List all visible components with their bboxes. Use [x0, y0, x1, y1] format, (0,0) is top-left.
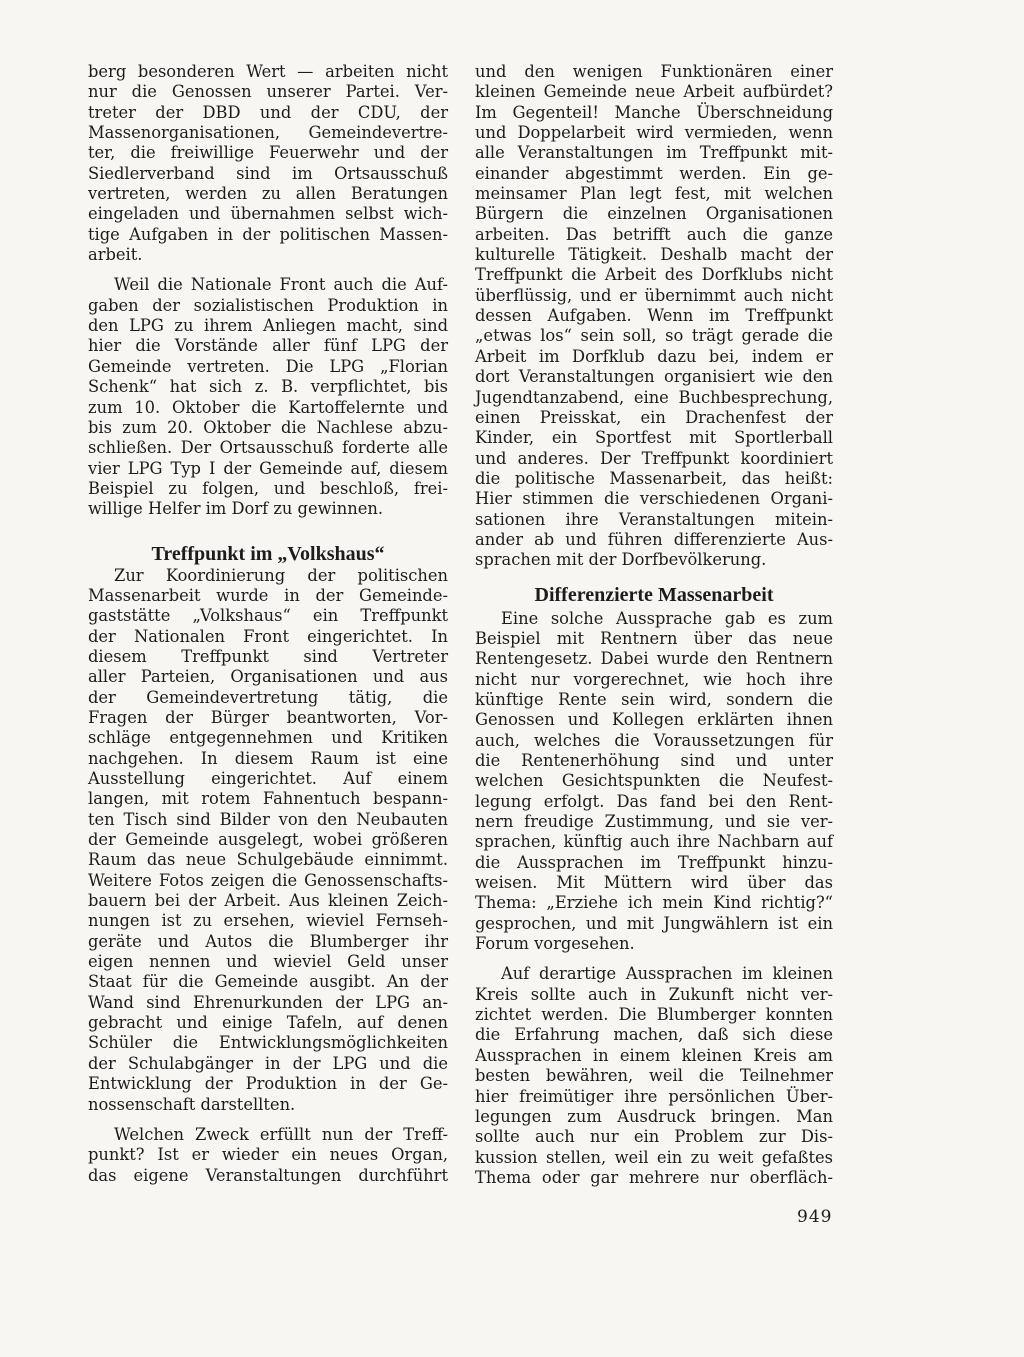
text-line: einander abgestimmt werden. Ein ge-: [475, 163, 833, 183]
text-line: sprachen mit der Dorfbevölkerung.: [475, 550, 767, 570]
text-line: und den wenigen Funktionären einer: [475, 62, 833, 81]
text-line: das eigene Veranstaltungen durchführt: [88, 1165, 448, 1185]
text-line: weisen. Mit Müttern wird über das: [475, 873, 833, 893]
text-line: aller Parteien, Organisationen und aus: [88, 667, 448, 687]
text-line: kussion stellen, weil ein zu weit gefaßtes: [475, 1147, 833, 1167]
text-line: legungen zum Ausdruck bringen. Man: [475, 1106, 833, 1126]
text-line: eigen nennen und wieviel Geld unser: [88, 952, 448, 972]
text-line: Kreis sollte auch in Zukunft nicht ver-: [475, 984, 833, 1004]
text-line: der Gemeindevertretung tätig, die: [88, 687, 448, 707]
text-line: und Doppelarbeit wird vermieden, wenn: [475, 123, 833, 143]
text-line: Weitere Fotos zeigen die Genossenschafts-: [88, 870, 448, 890]
text-line: sollte auch nur ein Problem zur Dis-: [475, 1127, 833, 1147]
text-line: die Rentenerhöhung sind und unter: [475, 751, 833, 770]
section-heading: Treffpunkt im „Volkshaus“: [151, 542, 385, 565]
text-line: Weil die Nationale Front auch die Auf-: [114, 275, 448, 295]
text-line: Raum das neue Schulgebäude einnimmt.: [88, 850, 448, 870]
text-line: Jugendtanzabend, eine Buchbesprechung,: [475, 387, 833, 407]
text-line: arbeiten. Das betrifft auch die ganze: [475, 224, 833, 244]
text-line: Gemeinde vertreten. Die LPG „Florian: [88, 356, 448, 376]
text-line: nur die Genossen unserer Partei. Ver-: [88, 82, 448, 102]
text-line: gebracht und einige Tafeln, auf denen: [88, 1013, 448, 1033]
text-line: dort Veranstaltungen organisiert wie den: [475, 367, 833, 387]
text-line: hier freimütiger ihre persönlichen Über-: [475, 1086, 833, 1106]
text-line: Hier stimmen die verschiedenen Organi-: [475, 489, 833, 509]
text-line: Welchen Zweck erfüllt nun der Treff-: [114, 1124, 448, 1144]
text-line: nungen ist zu ersehen, wieviel Fernseh-: [88, 911, 448, 931]
section-heading: Differenzierte Massenarbeit: [534, 583, 774, 606]
text-line: Eine solche Aussprache gab es zum: [501, 608, 833, 628]
text-line: Arbeit im Dorfklub dazu bei, indem er: [475, 346, 833, 366]
text-line: bauern bei der Arbeit. Aus kleinen Zeich-: [88, 891, 448, 911]
text-line: schließen. Der Ortsausschuß forderte alle: [88, 438, 448, 458]
text-line: ander ab und führen differenzierte Aus-: [475, 529, 833, 549]
text-line: dessen Aufgaben. Wenn im Treffpunkt: [475, 306, 833, 326]
text-line: Schüler die Entwicklungsmöglichkeiten: [88, 1033, 448, 1053]
text-line: zum 10. Oktober die Kartoffelernte und: [88, 397, 448, 417]
text-line: Massenarbeit wurde in der Gemeinde-: [88, 585, 448, 605]
text-line: Forum vorgesehen.: [475, 934, 635, 954]
text-line: nossenschaft darstellten.: [88, 1094, 296, 1114]
text-line: meinsamer Plan legt fest, mit welchen: [475, 184, 833, 204]
text-line: „etwas los“ sein soll, so trägt gerade die: [475, 326, 833, 346]
paragraph: [475, 609, 833, 955]
text-line: die politische Massenarbeit, das heißt:: [475, 468, 833, 488]
text-line: Zur Koordinierung der politischen: [114, 565, 448, 585]
text-line: Rentengesetz. Dabei wurde den Rentnern: [475, 649, 833, 669]
paragraph: [88, 62, 448, 265]
text-line: Im Gegenteil! Manche Überschneidung: [475, 102, 833, 122]
text-line: gaben der sozialistischen Produktion in: [88, 295, 448, 315]
text-line: zichtet werden. Die Blumberger konnten: [475, 1005, 833, 1025]
text-line: Siedlerverband sind im Ortsausschuß: [88, 163, 448, 183]
left-column: [88, 62, 448, 1186]
paragraph: [88, 275, 448, 519]
text-line: Beispiel zu folgen, und beschloß, frei-: [88, 478, 448, 498]
text-line: schläge entgegennehmen und Kritiken: [88, 728, 448, 748]
text-line: vier LPG Typ I der Gemeinde auf, diesem: [88, 458, 448, 478]
text-line: Staat für die Gemeinde ausgibt. An der: [88, 972, 448, 992]
text-line: der Schulabgänger in der LPG und die: [88, 1053, 448, 1073]
text-line: langen, mit rotem Fahnentuch bespann-: [88, 789, 448, 809]
paragraph: [475, 964, 833, 1188]
text-line: Auf derartige Aussprachen im kleinen: [501, 964, 833, 984]
text-line: bis zum 20. Oktober die Nachlese abzu-: [88, 417, 448, 437]
text-line: vertreten, werden zu allen Beratungen: [88, 184, 448, 204]
text-line: nern freudige Zustimmung, und sie ver-: [475, 812, 833, 832]
text-line: Beispiel mit Rentnern über das neue: [475, 628, 833, 648]
text-line: Thema: „Erziehe ich mein Kind richtig?“: [475, 893, 833, 913]
text-line: kleinen Gemeinde neue Arbeit aufbürdet?: [475, 82, 833, 102]
text-line: ten Tisch sind Bilder von den Neubauten: [88, 809, 448, 829]
text-line: Ausstellung eingerichtet. Auf einem: [88, 769, 448, 788]
paragraph: [475, 62, 833, 571]
text-line: einen Preisskat, ein Drachenfest der: [475, 407, 833, 427]
text-line: besten bewähren, weil die Teilnehmer: [475, 1066, 833, 1086]
text-line: und anderes. Der Treffpunkt koordiniert: [475, 448, 833, 468]
text-line: die Aussprachen im Treffpunkt hinzu-: [475, 852, 833, 872]
text-line: Fragen der Bürger beantworten, Vor-: [88, 707, 448, 727]
text-line: Massenorganisationen, Gemeindevertre-: [88, 123, 448, 143]
text-line: Aussprachen in einem kleinen Kreis am: [475, 1045, 833, 1065]
text-line: tige Aufgaben in der politischen Massen-: [88, 224, 448, 244]
paragraph: [88, 566, 448, 1115]
text-line: Wand sind Ehrenurkunden der LPG an-: [88, 992, 448, 1012]
text-line: geräte und Autos die Blumberger ihr: [88, 931, 448, 951]
text-line: die Erfahrung machen, daß sich diese: [475, 1025, 833, 1045]
text-line: nachgehen. In diesem Raum ist eine: [88, 748, 448, 768]
text-line: Kinder, ein Sportfest mit Sportlerball: [475, 428, 833, 448]
text-line: Bürgern die einzelnen Organisationen: [475, 204, 833, 224]
text-line: punkt? Ist er wieder ein neues Organ,: [88, 1145, 448, 1165]
text-line: gaststätte „Volkshaus“ ein Treffpunkt: [88, 606, 448, 626]
text-line: hier die Vorstände aller fünf LPG der: [88, 336, 448, 356]
text-line: gesprochen, und mit Jungwählern ist ein: [475, 913, 833, 933]
text-line: künftige Rente sein wird, sondern die: [475, 689, 833, 709]
paragraph: [88, 1125, 448, 1186]
text-line: den LPG zu ihrem Anliegen macht, sind: [88, 316, 448, 336]
right-column: [475, 62, 833, 1188]
text-line: auch, welches die Voraussetzungen für: [475, 730, 833, 750]
text-line: berg besonderen Wert — arbeiten nicht: [88, 62, 448, 81]
text-line: alle Veranstaltungen im Treffpunkt mit-: [475, 143, 833, 163]
text-line: Treffpunkt die Arbeit des Dorfklubs nicht: [475, 265, 833, 285]
text-line: der Nationalen Front eingerichtet. In: [88, 626, 448, 646]
text-line: Entwicklung der Produktion in der Ge-: [88, 1074, 448, 1094]
text-line: eingeladen und übernahmen selbst wich-: [88, 204, 448, 224]
text-line: welchen Gesichtspunkten die Neufest-: [475, 771, 833, 791]
text-line: ter, die freiwillige Feuerwehr und der: [88, 143, 448, 163]
text-line: Genossen und Kollegen erklärten ihnen: [475, 710, 833, 730]
text-line: Schenk“ hat sich z. B. verpflichtet, bis: [88, 377, 448, 397]
text-line: Thema oder gar mehrere nur oberfläch-: [475, 1167, 833, 1187]
text-line: willige Helfer im Dorf zu gewinnen.: [88, 499, 384, 519]
text-line: sationen ihre Veranstaltungen mitein-: [475, 509, 833, 529]
text-line: kulturelle Tätigkeit. Deshalb macht der: [475, 245, 833, 265]
text-line: diesem Treffpunkt sind Vertreter: [88, 646, 448, 666]
page-number: 949: [797, 1207, 833, 1227]
text-line: nicht nur vorgerechnet, wie hoch ihre: [475, 669, 833, 689]
text-line: arbeit.: [88, 245, 143, 265]
text-line: treter der DBD und der CDU, der: [88, 102, 448, 122]
text-line: der Gemeinde ausgelegt, wobei größeren: [88, 830, 448, 850]
text-line: überflüssig, und er übernimmt auch nicht: [475, 285, 833, 305]
text-line: legung erfolgt. Das fand bei den Rent-: [475, 791, 833, 811]
text-line: sprachen, künftig auch ihre Nachbarn auf: [475, 832, 833, 852]
